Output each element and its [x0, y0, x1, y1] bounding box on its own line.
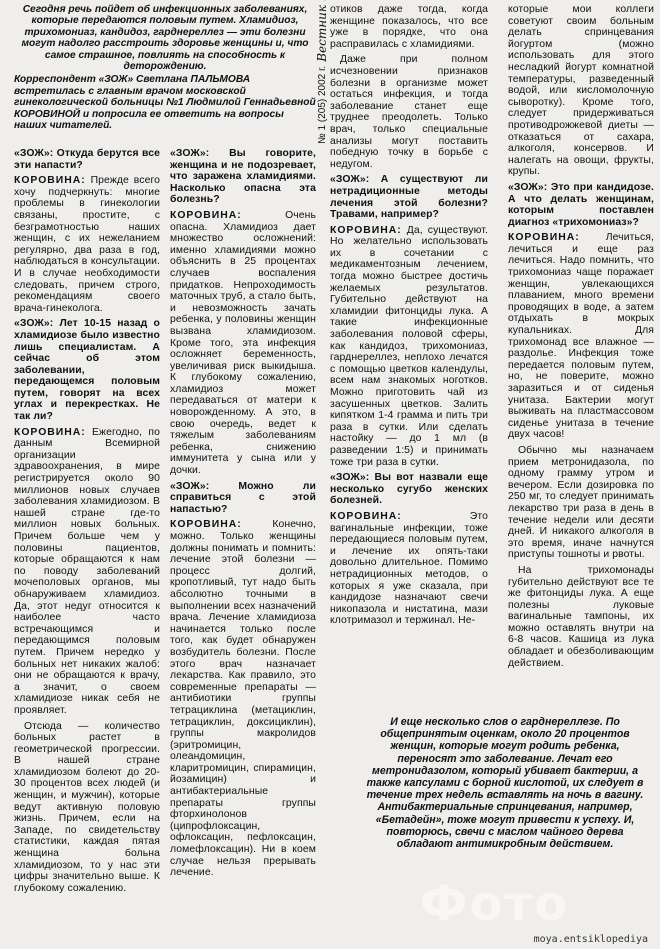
speaker: КОРОВИНА:	[508, 232, 580, 244]
paragraph: Обычно мы назначаем прием метронидазола, по одному грамму утром и вечером. Если дозировка по 250 мг, то следует принимать лекарство три раза в день в течение недели или десяти дней. И никакого алкоголя в это время, иначе начнутся приступы тошноты и рвоты.	[508, 444, 654, 561]
intro-lead: Сегодня речь пойдет об инфекционных заболеваниях, которые передаются половым путем. Хламидиоз, трихомониаз, кандидоз, гарднереллез — эти болезни могут надолго расстроить здоровье женщины и, что самое страшное, повлиять на способность к деторождению.	[21, 4, 309, 73]
answer	[170, 519, 316, 878]
paragraph: отиков даже тогда, когда женщине показалось, что все уже в порядке, что она расправилась с хламидиями.	[330, 4, 488, 50]
answer	[14, 427, 160, 717]
column-4	[508, 4, 654, 673]
column-3	[330, 4, 488, 631]
paragraph: Даже при полном исчезновении признаков болезни в организме может остаться инфекция, и тогда заболевание станет еще труднее преодолеть. Только врач, только специальные анализы могут поставить победную точку в борьбе с недугом.	[330, 54, 488, 170]
answer-text: Прежде всего хочу подчеркнуть: многие проблемы в гинекологии связаны, простите, с безграмотностью наших женщин, с их нежеланием регулярно, два раза в год, наблюдаться в консультации. И в случае необходимости следовать, причем строго, рекомендациям своего врача-гинеколога.	[14, 175, 160, 314]
speaker: КОРОВИНА:	[330, 510, 402, 522]
answer-text: Это вагинальные инфекции, тоже передающиеся половым путем, и лечение их опять-таки довольно длительное. Помимо нетрадиционных методов, о которых я уже сказала, при кандидозе назначают свечи никопазола и нистатина, мази клотримазол и тержинал. Не-	[330, 510, 488, 627]
answer-text: Конечно, можно. Только женщины должны понимать и помнить: лечение этой болезни — процесс долгий, кропотливый, тут надо быть абсолютно точными в выполнении всех назначений врача. Лечение хламидиоза начинается только после того, как будет обнаружен возбудитель болезни. После этого врач назначает лекарства. Как правило, это современные препараты — антибиотики группы тетрациклина (метациклин, тетрациклин, доксициклин), группы макролидов (эритромицин, олеандомицин, кларитромицин, спирамицин, йозамицин) и антибактериальные препараты группы фторхинолонов (ципрофлоксацин, офлоксацин, пефлоксацин, ломефлоксацин). Ни в коем случае нельзя прерывать лечение.	[170, 519, 316, 879]
answer-text: Ежегодно, по данным Всемирной организации здравоохранения, в мире регистрируется около 90 миллионов новых случаев заболевания хламидиозом. В нашей стране где-то миллион новых больных. Причем больше чем у половины пациентов, которые обращаются к нам по поводу заболеваний мочеполовых органов, мы обнаруживаем хламидиоз. Да, этот недуг относится к наиболее часто встречающимся и передающимся половым путем. Причем нередко у больных нет никаких жалоб: они не обращаются к врачу, а значит, о своем хламидиозе никак себя не проявляет.	[14, 426, 160, 716]
answer	[330, 511, 488, 627]
column-1	[14, 148, 160, 898]
speaker: КОРОВИНА:	[330, 224, 402, 236]
intro-block	[14, 4, 316, 133]
answer	[170, 210, 316, 477]
answer	[508, 232, 654, 441]
answer-text: Лечиться, лечиться и еще раз лечиться. Надо помнить, что трихомониаз чаще поражает женщин, увлекающихся плаванием, много времени проводящих в воде, а затем отдыхать в мокрых купальниках. Для трихомонад все влажное — раздолье. Инфекция тоже передается половым путем, но, не поверите, можно заразиться и от сиденья унитаза. Бактерии могут выживать на пластмассовом сиденье унитаза в течение двух часов!	[508, 232, 654, 441]
question: «ЗОЖ»: А существуют ли нетрадиционные методы лечения этой болезни? Травами, например?	[330, 174, 488, 221]
site-caption: moya.entsiklopediya	[533, 934, 648, 945]
question: «ЗОЖ»: Можно ли справиться с этой напастью?	[170, 480, 316, 515]
question: «ЗОЖ»: Это при кандидозе. А что делать женщинам, которым поставлен диагноз «трихомониаз»?	[508, 181, 654, 228]
answer	[330, 225, 488, 468]
question: «ЗОЖ»: Лет 10-15 назад о хламидиозе было известно лишь специалистам. А сейчас об этом заболевании, передающемся половым путем, говорят на всех углах и перекрестках. Не так ли?	[14, 318, 160, 423]
speaker: КОРОВИНА:	[170, 209, 242, 221]
paragraph: На трихомонады губительно действуют все те же фитонциды лука. А еще полезны луковые вагинальные тампоны, их можно оставлять внутри на 6-8 часов. Кашица из лука обладает и обезболивающим действием.	[508, 564, 654, 669]
issue-number: № 1 (205) 2002 г.	[316, 65, 328, 144]
answer-text: Да, существуют. Но желательно использовать их в сочетании с медикаментозным лечением, тогда можно быстрее достичь желаемых результатов. Губительно действуют на хламидии фитонциды лука. А такие инфекционные заболевания половой сферы, как кандидоз, трихомониаз, гарднереллез, неплохо лечатся с помощью цветков календулы, всем нам знакомых ноготков. Можно приготовить чай из засушенных цветков. Залить кипятком 1-4 грамма и пить три раза в сутки. Или сделать настойку — до 1 мл (в разведении 1:5) и принимать тоже три раза в сутки.	[330, 224, 488, 468]
speaker: КОРОВИНА:	[170, 519, 242, 531]
answer	[14, 175, 160, 314]
brand-zozh	[309, 0, 335, 1]
question: «ЗОЖ»: Вы говорите, женщина и не подозревает, что заражена хламидиями. Насколько опасна эта болезнь?	[170, 148, 316, 206]
closing-paragraph: И еще несколько слов о гарднереллезе. По общепринятым оценкам, около 20 процентов женщин, которые могут родить ребенка, переносят это заболевание. Лечат его метронидазолом, который убивает бактерии, а также капсулами с борной кислотой, их следует в течение трех недель вставлять на ночь в вагину. Антибактериальные спринцевания, например, «Бетадейн», тоже могут привести к успеху. И, повторюсь, свечи с маслом чайного дерева обладают антимикробным действием.	[366, 716, 644, 851]
speaker: КОРОВИНА:	[14, 175, 86, 187]
column-2	[170, 148, 316, 883]
paragraph: которые мои коллеги советуют своим больным делать спринцевания йогуртом (можно использовать для этого несладкий йогурт комнатной температуры, разведенный водой, или кисломолочную сыворотку). Кроме того, следует придерживаться противодрожжевой диеты — отказаться от сахара, алкоголя, консервов. И налегать на овощи, фрукты, крупы.	[508, 4, 654, 178]
question: «ЗОЖ»: Вы вот назвали еще несколько сугубо женских болезней.	[330, 472, 488, 507]
paragraph: Отсюда — количество больных растет в геометрической прогрессии. В нашей стране хламидиозом болеют до 20-30 процентов всех людей (и женщин, и мужчин), которые ведут активную половую жизнь. Причем, если на Западе, по свидетельству статистики, каждая пятая женщина больна хламидиозом, то у нас эти цифры значительно выше. К глубокому сожалению.	[14, 720, 160, 894]
watermark: Фото	[420, 876, 570, 932]
speaker: КОРОВИНА:	[14, 426, 86, 438]
intro-correspondent: Корреспондент «ЗОЖ» Светлана ПАЛЬМОВА встретилась с главным врачом московской гинекологической больницы №1 Людмилой Геннадьевной КОРОВИНОЙ и попросила ее ответить на вопросы наших читателей.	[14, 74, 316, 132]
answer-text: Очень опасна. Хламидиоз дает множество осложнений: именно хламидиями можно объяснить в 25 процентах случаев воспаления придатков. Непроходимость маточных труб, а стало быть, и невозможность зачать ребенка, у половины женщин вызвана хламидиозом. Кроме того, эта инфекция осложняет беременность, увеличивая риск выкидыша. К глубокому сожалению, хламидиоз может передаваться от матери к новорожденному. А это, в свою очередь, ведет к тяжелым заболеваниям ребенка, снижению иммунитета у сына или у дочки.	[170, 209, 316, 477]
brand-vestnik: Вестник	[315, 4, 329, 62]
question: «ЗОЖ»: Откуда берутся все эти напасти?	[14, 148, 160, 171]
